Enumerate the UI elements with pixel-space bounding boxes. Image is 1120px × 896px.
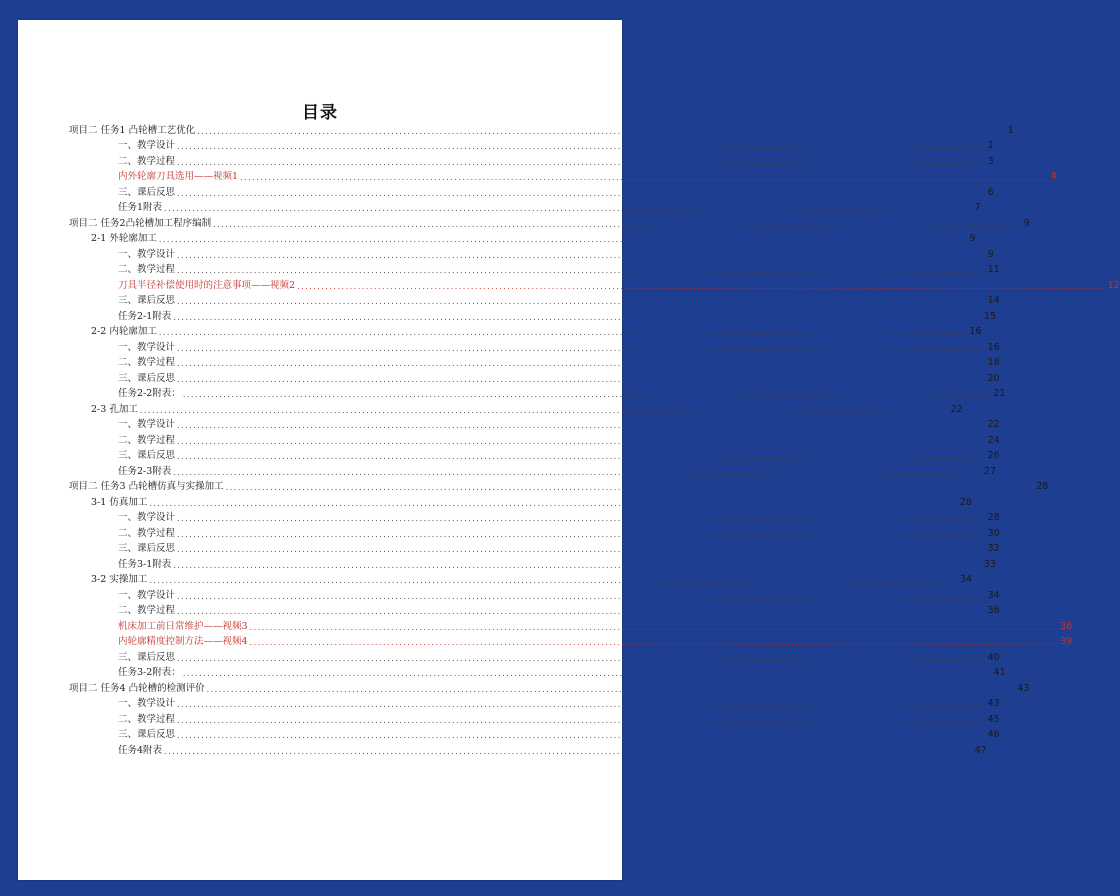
- toc-entry[interactable]: [69, 741, 987, 757]
- toc-page-number: 43: [1017, 682, 1030, 694]
- toc-entry-title: 2-3 孔加工: [91, 403, 138, 415]
- toc-leader-dots: ........................................................................................................................................................................................................: [177, 343, 986, 353]
- toc-leader-dots: ........................................................................................................................................................................................................: [177, 297, 986, 306]
- toc-page-number: 1: [1007, 124, 1014, 136]
- toc-leader-dots: ........................................................................................................................................................................................................: [158, 235, 968, 244]
- toc-leader-dots: ........................................................................................................................................................................................................: [213, 219, 1022, 229]
- toc-entry-title: 一、教学设计: [118, 140, 176, 151]
- toc-entry[interactable]: [69, 292, 1000, 308]
- toc-entry-title: 一、教学设计: [118, 341, 176, 353]
- toc-entry[interactable]: [69, 586, 1000, 602]
- toc-entry-title: 二、教学过程: [118, 264, 176, 275]
- toc-entry-title: 三、课后反思: [118, 450, 176, 461]
- toc-page-number: 9: [969, 233, 976, 244]
- toc-entry-title: 三、课后反思: [118, 186, 176, 198]
- toc-entry[interactable]: [69, 648, 1000, 664]
- toc-page-number: 9: [987, 248, 994, 260]
- toc-leader-dots: ........................................................................................................................................................................................................: [177, 545, 986, 554]
- toc-entry-title: 二、教学过程: [118, 155, 176, 167]
- toc-leader-dots: ........................................................................................................................................................................................................: [177, 653, 986, 663]
- toc-leader-dots: ........................................................................................................................................................................................................: [249, 638, 1059, 647]
- toc-leader-dots: ........................................................................................................................................................................................................: [177, 436, 986, 446]
- toc-page-number: 9: [1023, 217, 1030, 229]
- toc-entry[interactable]: [69, 524, 1000, 540]
- toc-entry[interactable]: [69, 323, 982, 339]
- toc-entry[interactable]: [69, 137, 994, 153]
- toc-page-number: 34: [987, 589, 1000, 601]
- toc-page-number: 7: [974, 202, 981, 213]
- toc-page-number: 20: [987, 372, 1000, 384]
- toc-page-number: 33: [983, 558, 996, 570]
- toc-page-number: 47: [974, 744, 987, 756]
- toc-page-number: 28: [1036, 481, 1049, 492]
- toc-entry-title: 二、教学过程: [118, 605, 176, 616]
- toc-leader-dots: ........................................................................................................................................................................................................: [177, 142, 986, 151]
- toc-entry-title: 任务4附表: [118, 744, 163, 756]
- toc-page-number: 28: [987, 512, 1000, 523]
- toc-entry[interactable]: [69, 664, 1006, 680]
- toc-leader-dots: ........................................................................................................................................................................................................: [177, 731, 986, 740]
- toc-entry-title: 二、教学过程: [118, 713, 176, 725]
- toc-entry[interactable]: [69, 230, 976, 246]
- toc-entry[interactable]: [69, 571, 973, 587]
- toc-entry-title: 任务2-3附表: [118, 465, 172, 477]
- toc-leader-dots: ........................................................................................................................................................................................................: [177, 529, 986, 539]
- toc-page-number: 16: [969, 326, 982, 337]
- toc-page-number: 34: [959, 574, 973, 585]
- toc-entry-title: 二、教学过程: [118, 527, 176, 539]
- toc-leader-dots: ........................................................................................................................................................................................................: [177, 715, 986, 725]
- toc-entry-title: 任务3-1附表: [118, 558, 172, 570]
- toc-entry[interactable]: [69, 478, 1049, 494]
- toc-entry-title: 一、教学设计: [118, 248, 176, 260]
- toc-entry-title: 机床加工前日常维护——视频3: [118, 620, 248, 632]
- toc-entry[interactable]: [69, 199, 981, 215]
- toc-leader-dots: ........................................................................................................................................................................................................: [177, 188, 986, 198]
- toc-entry-title: 项目二 任务3 凸轮槽仿真与实操加工: [69, 481, 224, 492]
- toc-entry-title: 三、课后反思: [118, 295, 176, 306]
- toc-page-number: 36: [987, 605, 1000, 616]
- toc-leader-dots: ........................................................................................................................................................................................................: [177, 250, 986, 260]
- toc-leader-dots: ........................................................................................................................................................................................................: [164, 204, 973, 213]
- toc-entry-title: 一、教学设计: [118, 512, 176, 523]
- toc-page-number: 39: [1060, 636, 1073, 647]
- toc-entry-title: 刀具半径补偿使用时的注意事项——视频2: [118, 279, 296, 291]
- toc-page-number: 16: [987, 341, 1000, 353]
- toc-entry[interactable]: [69, 400, 963, 416]
- document-page: [18, 20, 1120, 880]
- toc-leader-dots: ........................................................................................................................................................................................................: [158, 328, 968, 337]
- toc-leader-dots: ........................................................................................................................................................................................................: [149, 498, 958, 508]
- toc-page-number: 22: [950, 403, 963, 415]
- toc-entry[interactable]: [69, 261, 1000, 277]
- toc-entry-title: 项目二 任务1 凸轮槽工艺优化: [69, 124, 196, 136]
- toc-entry[interactable]: [69, 385, 1006, 401]
- toc-entry[interactable]: [69, 121, 1014, 137]
- toc-leader-dots: ........................................................................................................................................................................................................: [182, 390, 992, 399]
- toc-leader-dots: ........................................................................................................................................................................................................: [206, 684, 1016, 694]
- toc-entry-title: 2-2 内轮廓加工: [91, 326, 157, 337]
- toc-entry[interactable]: [69, 214, 1030, 230]
- toc-page-number: 18: [987, 357, 1000, 368]
- toc-entry-title: 内轮廓精度控制方法——视频4: [118, 636, 248, 647]
- toc-leader-dots: ........................................................................................................................................................................................................: [177, 607, 986, 616]
- toc-entry-title: 一、教学设计: [118, 698, 176, 709]
- toc-leader-dots: ........................................................................................................................................................................................................: [225, 483, 1035, 492]
- toc-entry[interactable]: [69, 710, 1000, 726]
- toc-page-number: 6: [987, 186, 994, 198]
- toc-page-number: 4: [1050, 171, 1057, 182]
- toc-page-number: 1: [987, 140, 994, 151]
- toc-entry[interactable]: [69, 726, 1000, 742]
- toc-leader-dots: ........................................................................................................................................................................................................: [177, 374, 986, 384]
- toc-page-number: 36: [1060, 620, 1073, 632]
- toc-leader-dots: ........................................................................................................................................................................................................: [297, 281, 1106, 291]
- toc-entry-title: 3-1 仿真加工: [91, 496, 148, 508]
- toc-page-number: 11: [987, 264, 1000, 275]
- toc-page-number: 22: [987, 419, 1000, 430]
- toc-leader-dots: ........................................................................................................................................................................................................: [177, 700, 986, 709]
- toc-leader-dots: ........................................................................................................................................................................................................: [249, 622, 1059, 632]
- toc-entry-title: 任务2-2附表：: [118, 388, 181, 399]
- toc-entry-title: 二、教学过程: [118, 434, 176, 446]
- toc-entry[interactable]: [69, 540, 1000, 556]
- toc-entry-video-link[interactable]: [69, 633, 1073, 649]
- toc-entry[interactable]: [69, 245, 994, 261]
- toc-entry-title: 3-2 实操加工: [91, 574, 148, 585]
- toc-page-number: 21: [993, 388, 1006, 399]
- toc-leader-dots: ........................................................................................................................................................................................................: [164, 746, 973, 756]
- toc-page-number: 26: [987, 450, 1000, 461]
- toc-entry[interactable]: [69, 338, 1000, 354]
- toc-entry[interactable]: [69, 416, 1000, 432]
- toc-page-number: 41: [993, 667, 1006, 678]
- toc-page-number: 24: [987, 434, 1000, 446]
- toc-entry[interactable]: [69, 602, 1000, 618]
- toc-entry-title: 一、教学设计: [118, 419, 176, 430]
- toc-leader-dots: ........................................................................................................................................................................................................: [182, 669, 992, 678]
- toc-entry-title: 项目二 任务2凸轮槽加工程序编制: [69, 217, 212, 229]
- toc-entry[interactable]: [69, 183, 994, 199]
- toc-entry[interactable]: [69, 462, 996, 478]
- toc-entry-title: 内外轮廓刀具选用——视频1: [118, 171, 239, 182]
- toc-page-number: 32: [987, 543, 1000, 554]
- toc-leader-dots: ........................................................................................................................................................................................................: [173, 560, 982, 570]
- toc-entry[interactable]: [69, 679, 1030, 695]
- toc-entry-title: 三、课后反思: [118, 543, 176, 554]
- toc-entry-title: 二、教学过程: [118, 357, 176, 368]
- toc-page-number: 27: [983, 465, 996, 477]
- toc-leader-dots: ........................................................................................................................................................................................................: [173, 312, 982, 322]
- toc-entry[interactable]: [69, 307, 996, 323]
- toc-page-number: 28: [959, 496, 973, 508]
- toc-entry-title: 三、课后反思: [118, 651, 176, 663]
- toc-entry[interactable]: [69, 555, 996, 571]
- toc-entry[interactable]: [69, 369, 1000, 385]
- toc-leader-dots: ........................................................................................................................................................................................................: [177, 421, 986, 430]
- toc-entry-title: 三、课后反思: [118, 729, 176, 740]
- toc-entry[interactable]: [69, 447, 1000, 463]
- toc-page-number: 46: [987, 729, 1000, 740]
- toc-entry[interactable]: [69, 431, 1000, 447]
- toc-leader-dots: ........................................................................................................................................................................................................: [240, 173, 1049, 182]
- toc-page-number: 15: [983, 310, 996, 322]
- toc-page-number: 30: [987, 527, 1000, 539]
- toc-entry-title: 项目二 任务4 凸轮槽的检测评价: [69, 682, 205, 694]
- toc-entry-title: 2-1 外轮廓加工: [91, 233, 157, 244]
- toc-leader-dots: ........................................................................................................................................................................................................: [177, 591, 986, 601]
- toc-entry-title: 三、课后反思: [118, 372, 176, 384]
- toc-page-number: 45: [987, 713, 1000, 725]
- toc-leader-dots: ........................................................................................................................................................................................................: [177, 266, 986, 275]
- toc-leader-dots: ........................................................................................................................................................................................................: [177, 359, 986, 368]
- toc-page-number: 14: [987, 295, 1000, 306]
- toc-entry-title: 任务3-2附表：: [118, 667, 181, 678]
- toc-entry-title: 任务1附表: [118, 202, 163, 213]
- toc-entry-title: 一、教学设计: [118, 589, 176, 601]
- toc-leader-dots: ........................................................................................................................................................................................................: [139, 405, 949, 415]
- toc-page-number: 12: [1107, 279, 1120, 291]
- toc-entry[interactable]: [69, 152, 994, 168]
- toc-entry[interactable]: [69, 509, 1000, 525]
- toc-leader-dots: ........................................................................................................................................................................................................: [177, 514, 986, 523]
- toc-leader-dots: ........................................................................................................................................................................................................: [173, 467, 982, 477]
- toc-entry[interactable]: [69, 493, 973, 509]
- toc-entry-video-link[interactable]: [69, 168, 1057, 184]
- toc-title: 目录: [302, 103, 338, 123]
- toc-entry-video-link[interactable]: [69, 617, 1073, 633]
- toc-leader-dots: ........................................................................................................................................................................................................: [197, 126, 1006, 136]
- toc-leader-dots: ........................................................................................................................................................................................................: [149, 576, 958, 585]
- toc-page-number: 3: [987, 155, 994, 167]
- toc-entry-video-link[interactable]: [69, 276, 1120, 292]
- table-of-contents: [69, 121, 1120, 757]
- toc-page-number: 40: [987, 651, 1000, 663]
- toc-entry-title: 任务2-1附表: [118, 310, 172, 322]
- toc-page-number: 43: [987, 698, 1000, 709]
- toc-leader-dots: ........................................................................................................................................................................................................: [177, 452, 986, 461]
- toc-entry[interactable]: [69, 695, 1000, 711]
- toc-entry[interactable]: [69, 354, 1000, 370]
- toc-leader-dots: ........................................................................................................................................................................................................: [177, 157, 986, 167]
